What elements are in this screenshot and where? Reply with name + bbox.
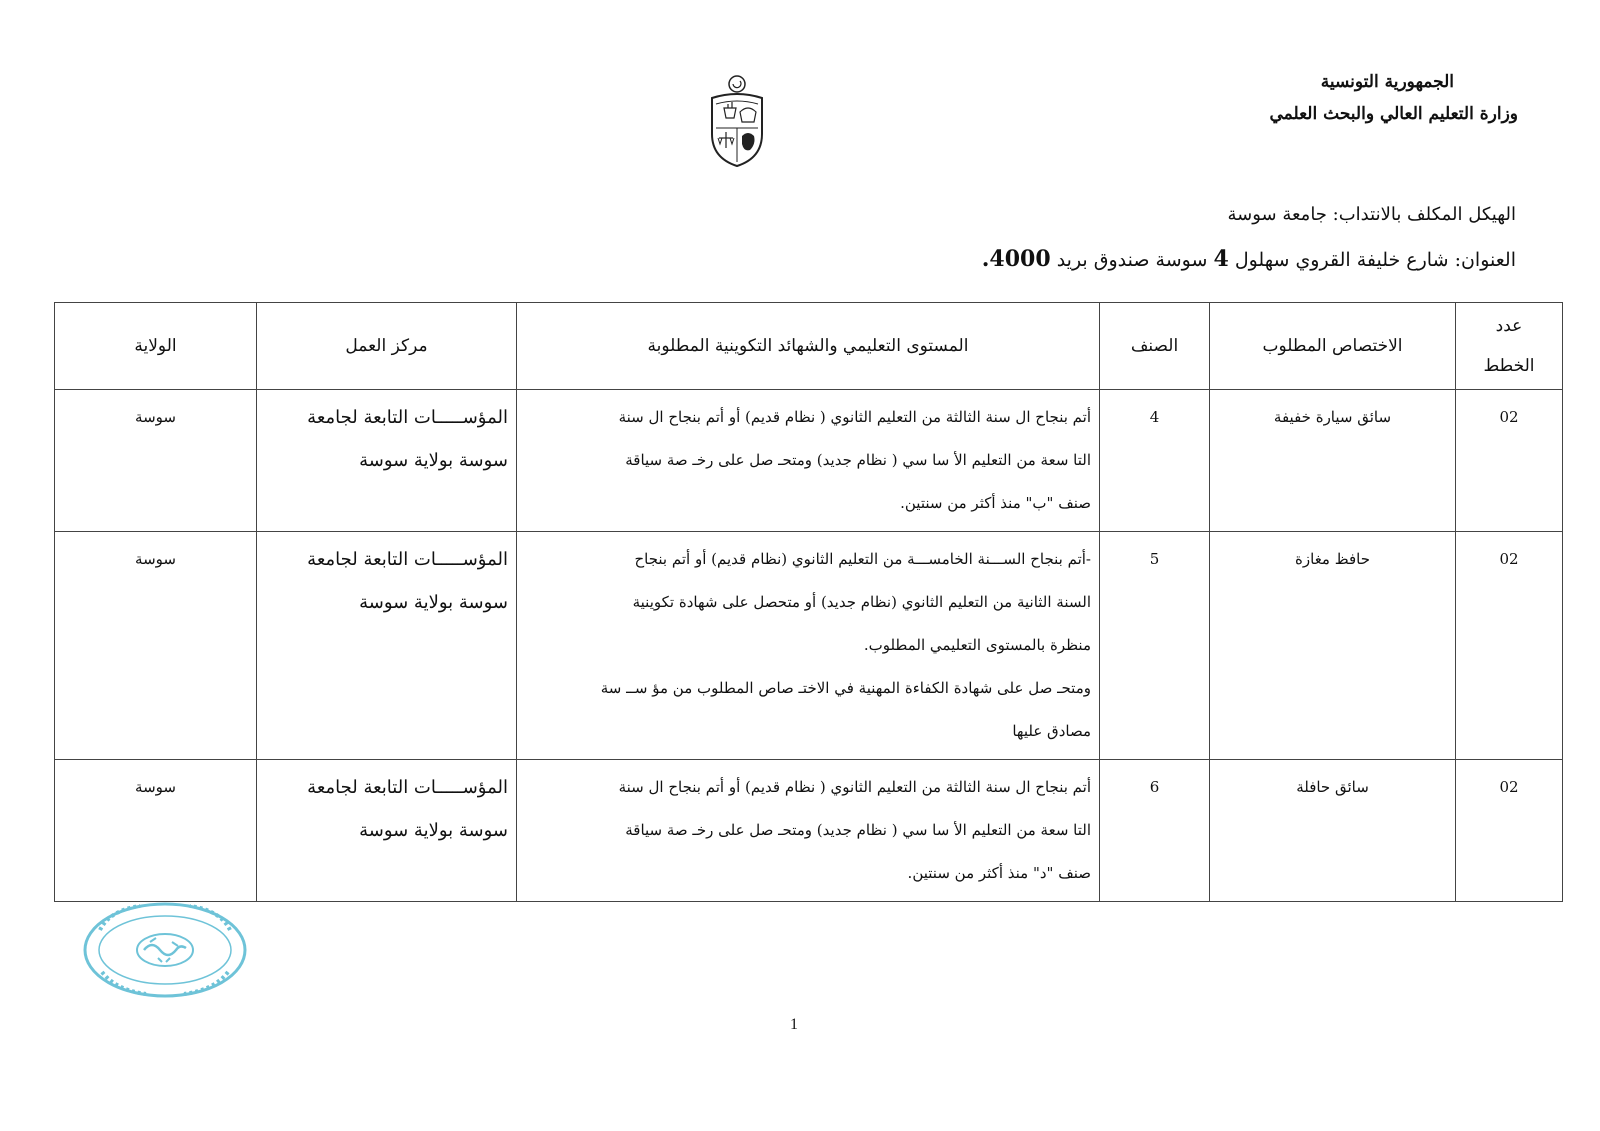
ministry-title: وزارة التعليم العالي والبحث العلمي — [1269, 104, 1518, 124]
header-workplace: مركز العمل — [257, 303, 517, 390]
education-line: أتم بنجاح ال سنة الثالثة من التعليم الثانوي ( نظام قديم) أو أتم بنجاح ال سنة — [618, 408, 1091, 426]
row-count: 02 — [1456, 760, 1563, 902]
education-line: التا سعة من التعليم الأ سا سي ( نظام جديد) ومتحـ صل على رخـ صة سياقة — [625, 451, 1091, 469]
positions-table — [54, 302, 1563, 902]
row-education — [517, 532, 1100, 760]
coat-of-arms-icon — [706, 74, 768, 168]
row-count: 02 — [1456, 390, 1563, 532]
page-number: 1 — [790, 1016, 798, 1033]
table-row — [55, 760, 1563, 902]
education-line: صنف "ب" منذ أكثر من سنتين. — [900, 494, 1091, 512]
address-number: 4 — [1213, 246, 1229, 272]
education-line: ومتحـ صل على شهادة الكفاءة المهنية في الاختـ صاص المطلوب من مؤ ســ سة — [600, 679, 1091, 697]
row-class: 6 — [1100, 760, 1210, 902]
row-state: سوسة — [55, 760, 257, 902]
recruiting-body-value: جامعة سوسة — [1227, 204, 1327, 225]
education-line: مصادق عليها — [1012, 722, 1091, 740]
postal-code: 4000. — [981, 246, 1051, 272]
education-line: السنة الثانية من التعليم الثانوي (نظام جديد) أو متحصل على شهادة تكوينية — [632, 593, 1091, 611]
header-education: المستوى التعليمي والشهائد التكوينية المطلوبة — [517, 303, 1100, 390]
recruiting-body-label: الهيكل المكلف بالانتداب: — [1332, 204, 1516, 225]
address-street: شارع خليفة القروي سهلول — [1234, 249, 1449, 271]
table-row — [55, 532, 1563, 760]
education-line: -أتم بنجاح الســـنة الخامســـة من التعليم الثانوي (نظام قديم) أو أتم بنجاح — [634, 550, 1091, 568]
row-workplace: المؤســـــات التابعة لجامعة سوسة بولاية سوسة — [257, 532, 517, 760]
republic-title: الجمهورية التونسية — [1320, 72, 1454, 92]
row-workplace: المؤســـــات التابعة لجامعة سوسة بولاية سوسة — [257, 760, 517, 902]
education-line: التا سعة من التعليم الأ سا سي ( نظام جديد) ومتحـ صل على رخـ صة سياقة — [625, 821, 1091, 839]
table-header-row — [55, 303, 1563, 390]
row-specialty: سائق سيارة خفيفة — [1210, 390, 1456, 532]
row-class: 5 — [1100, 532, 1210, 760]
header-state: الولاية — [55, 303, 257, 390]
row-education — [517, 760, 1100, 902]
header-count: عدد الخطط — [1456, 303, 1563, 390]
row-education — [517, 390, 1100, 532]
row-state: سوسة — [55, 390, 257, 532]
table-row — [55, 390, 1563, 532]
row-state: سوسة — [55, 532, 257, 760]
row-workplace: المؤســـــات التابعة لجامعة سوسة بولاية سوسة — [257, 390, 517, 532]
recruiting-body-line — [1228, 204, 1516, 225]
row-count: 02 — [1456, 532, 1563, 760]
official-stamp-icon — [80, 900, 250, 1000]
letterhead — [1218, 72, 1518, 124]
row-specialty: حافظ مغازة — [1210, 532, 1456, 760]
row-class: 4 — [1100, 390, 1210, 532]
header-specialty: الاختصاص المطلوب — [1210, 303, 1456, 390]
education-line: منظرة بالمستوى التعليمي المطلوب. — [863, 636, 1091, 654]
header-class: الصنف — [1100, 303, 1210, 390]
address-line — [982, 246, 1516, 272]
address-label: العنوان: — [1454, 249, 1516, 271]
education-line: صنف "د" منذ أكثر من سنتين. — [907, 864, 1091, 882]
education-line: أتم بنجاح ال سنة الثالثة من التعليم الثانوي ( نظام قديم) أو أتم بنجاح ال سنة — [618, 778, 1091, 796]
row-specialty: سائق حافلة — [1210, 760, 1456, 902]
address-city: سوسة صندوق بريد — [1056, 249, 1208, 271]
